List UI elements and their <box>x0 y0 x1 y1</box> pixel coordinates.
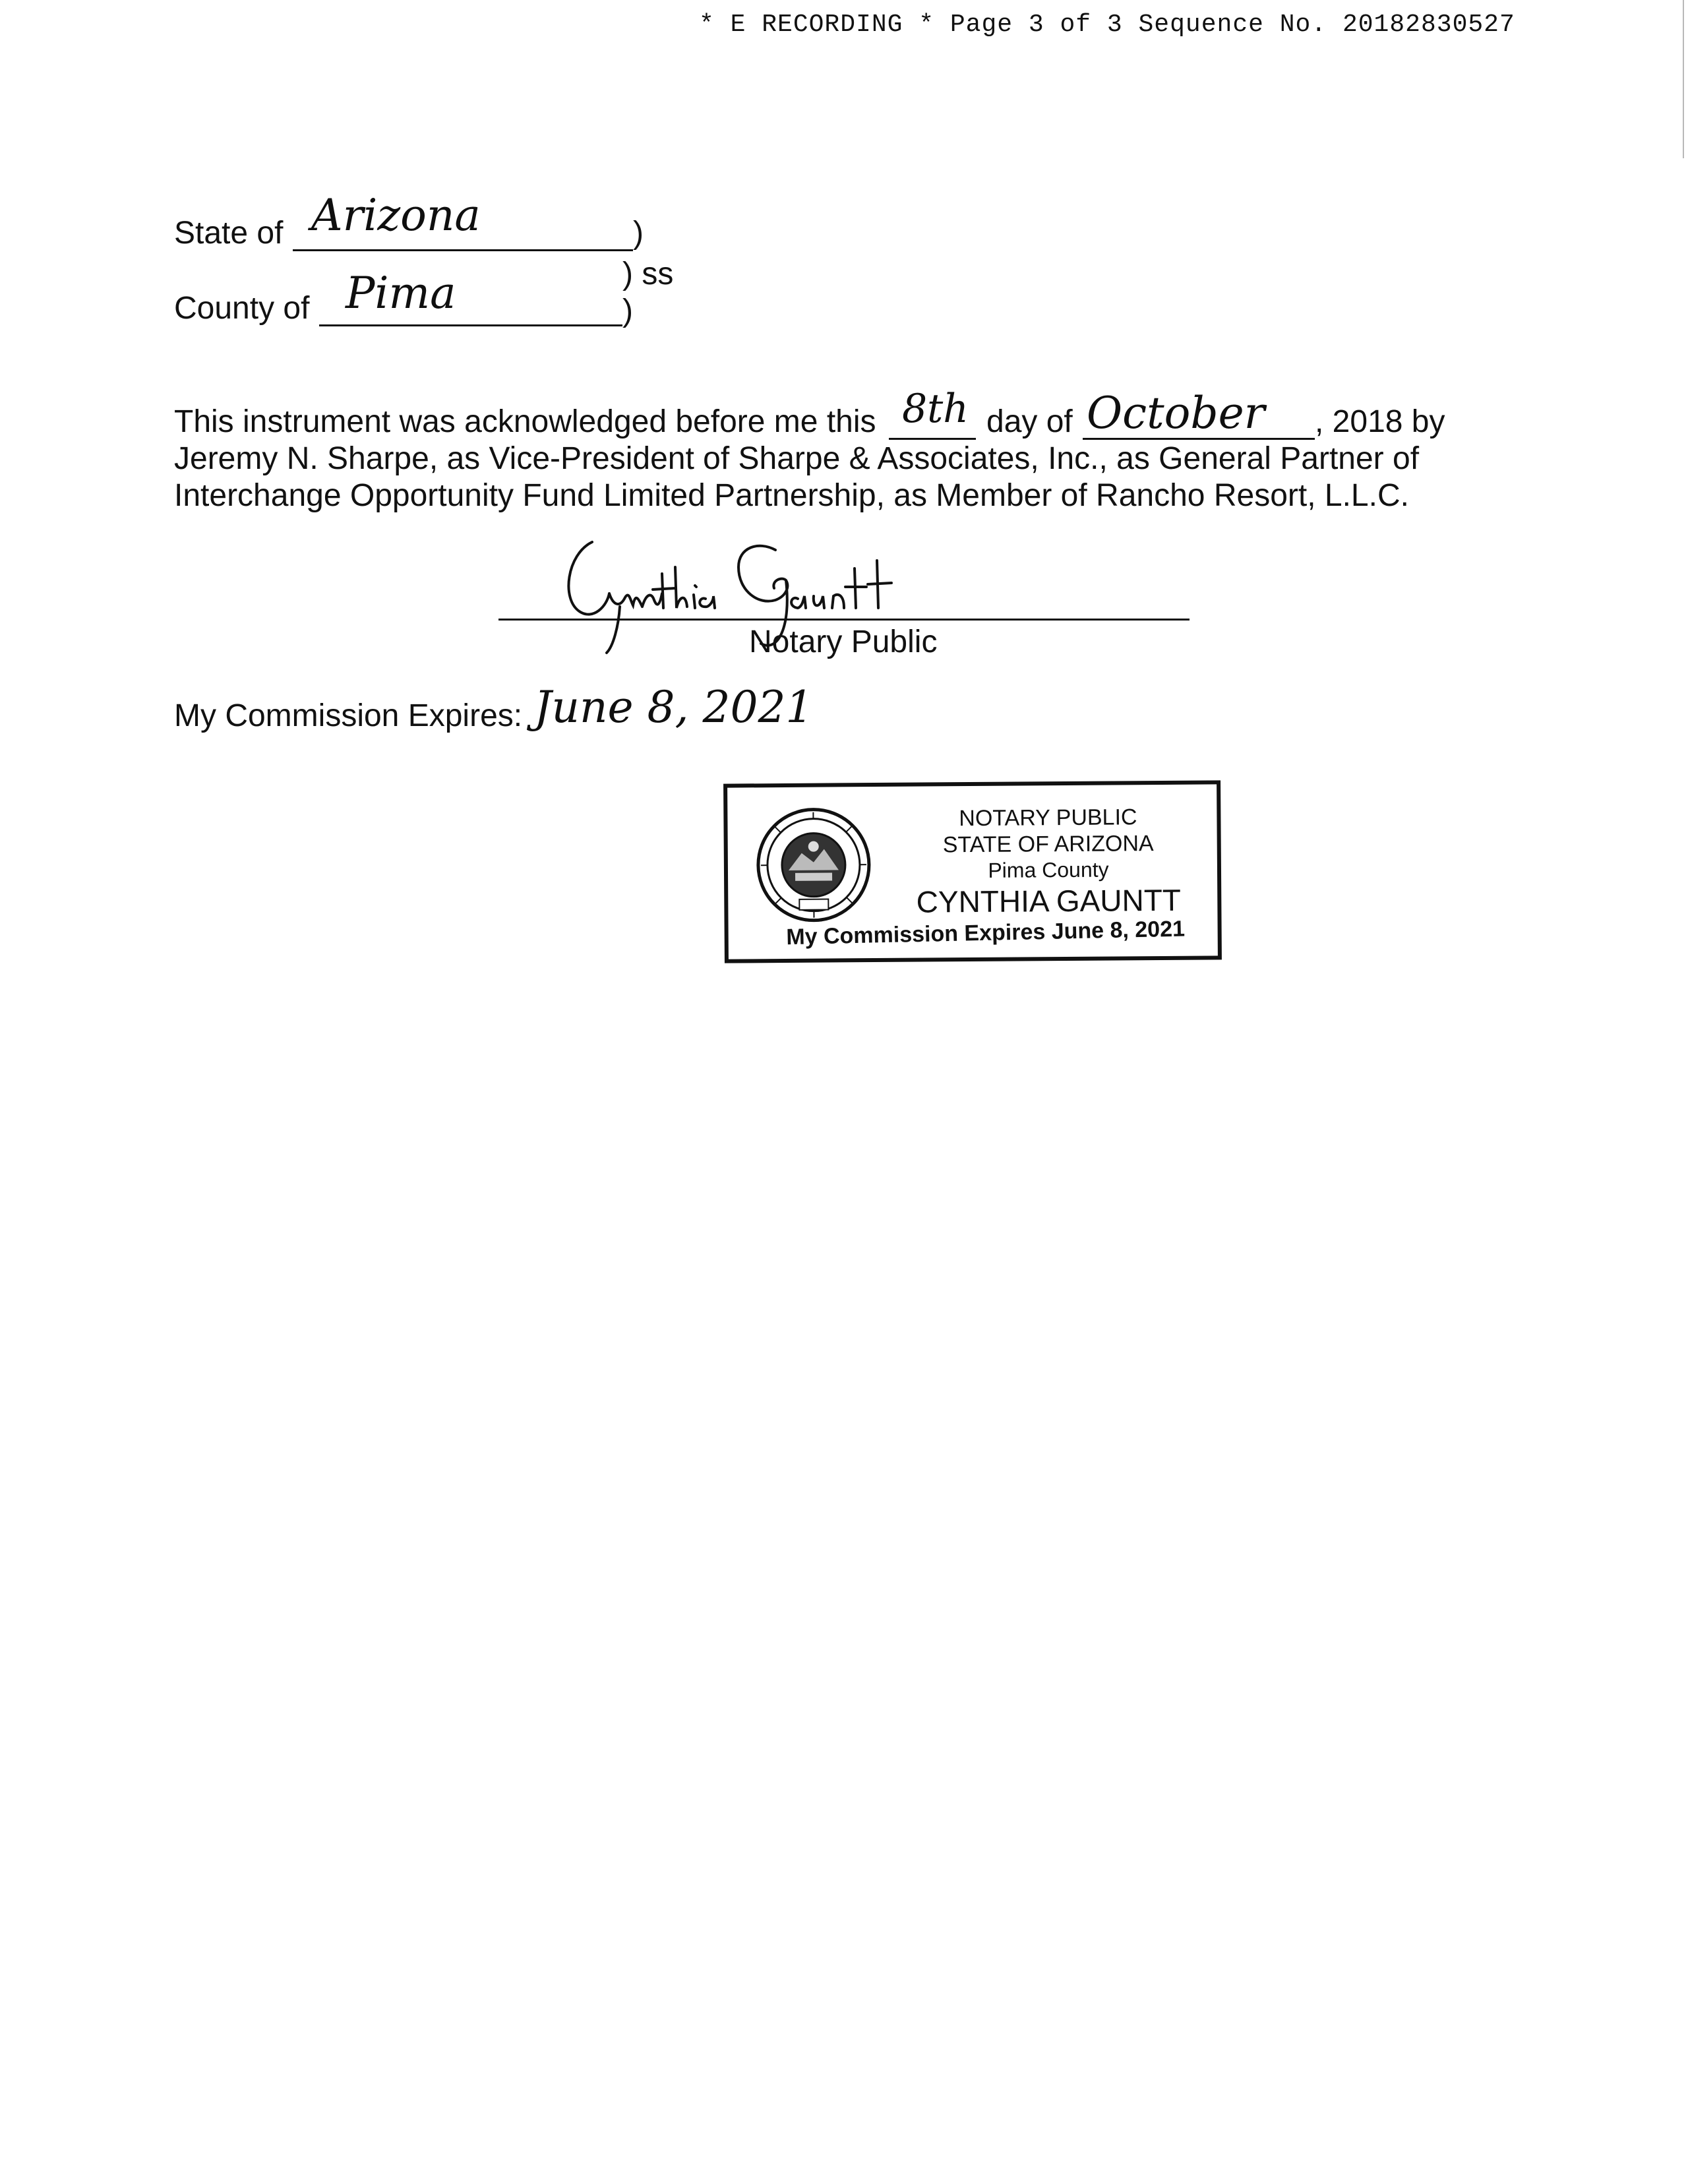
stamp-county: Pima County <box>988 857 1109 882</box>
ack-line-3: Interchange Opportunity Fund Limited Partnership, as Member of Rancho Resort, L.L.C. <box>174 478 1409 513</box>
commission-expires-label: My Commission Expires: <box>174 698 523 733</box>
ack-line-2: Jeremy N. Sharpe, as Vice-President of Sharpe & Associates, Inc., as General Partner of <box>174 441 1420 476</box>
year-by-text: , 2018 by <box>1315 404 1445 439</box>
stamp-notary-public: NOTARY PUBLIC <box>959 804 1137 832</box>
day-underline <box>889 438 976 440</box>
county-value-handwritten: Pima <box>346 268 456 318</box>
day-value-handwritten: 8th <box>902 386 969 432</box>
commission-date-handwritten: June 8, 2021 <box>534 682 814 733</box>
month-value-handwritten: October <box>1087 388 1265 439</box>
state-value-handwritten: Arizona <box>311 190 481 241</box>
stamp-notary-name: CYNTHIA GAUNTT <box>916 882 1182 919</box>
recording-header: * E RECORDING * Page 3 of 3 Sequence No. 20182830527 <box>699 11 1515 39</box>
county-paren: ) <box>622 293 633 328</box>
county-underline <box>319 324 622 326</box>
ack-intro-text: This instrument was acknowledged before me this <box>174 404 876 439</box>
scan-edge-line <box>1683 0 1684 158</box>
stamp-commission-expires: My Commission Expires June 8, 2021 <box>785 916 1186 950</box>
state-paren: ) <box>633 216 644 251</box>
ss-marker: ) ss <box>622 257 674 291</box>
state-label: State of <box>174 216 284 251</box>
state-underline <box>293 249 633 251</box>
stamp-state: STATE OF ARIZONA <box>942 831 1154 858</box>
notary-public-label: Notary Public <box>749 624 938 659</box>
signature-line <box>498 619 1190 621</box>
county-label: County of <box>174 291 310 326</box>
notary-stamp <box>723 780 1222 963</box>
day-of-label: day of <box>986 404 1073 439</box>
arizona-state-seal-icon <box>755 806 872 923</box>
